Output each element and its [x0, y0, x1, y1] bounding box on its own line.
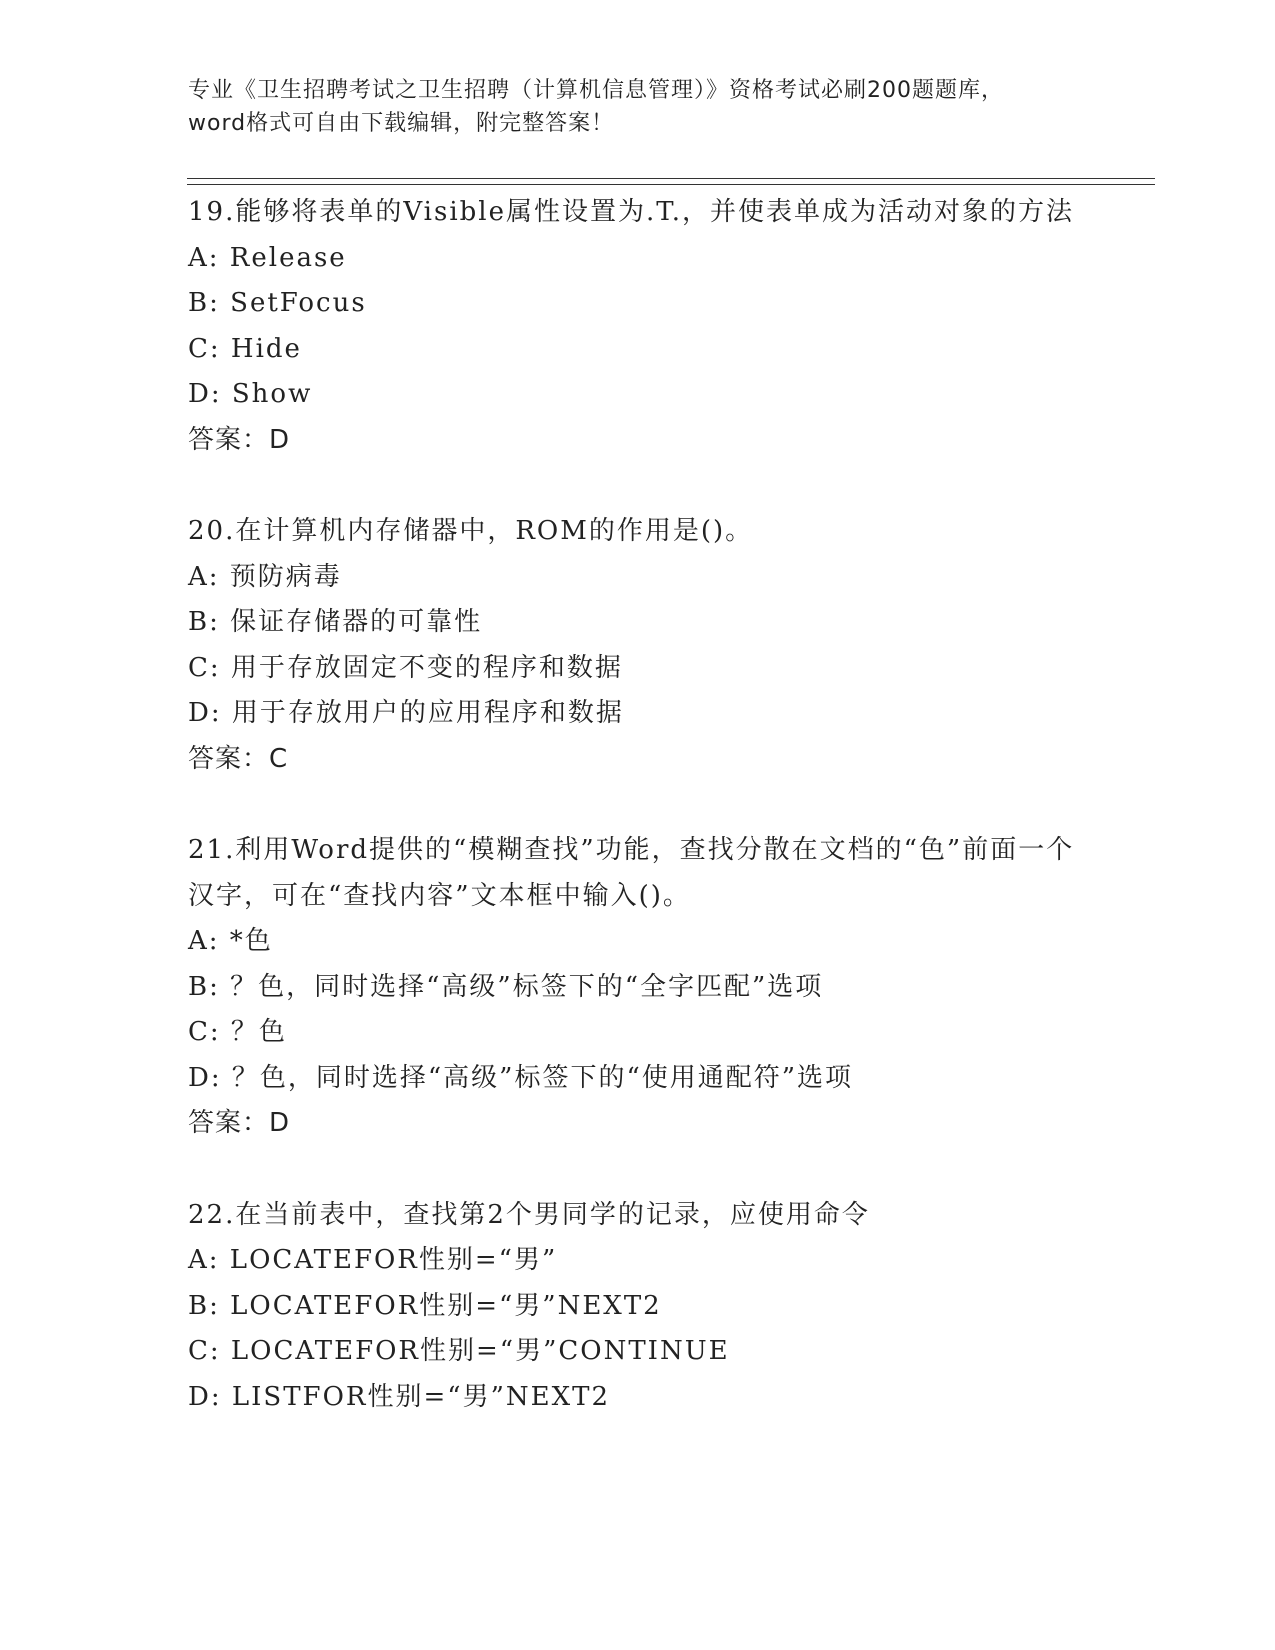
- option-a: A: LOCATEFOR性别=“男”: [188, 1245, 558, 1275]
- question-stem: 20.在计算机内存储器中，ROM的作用是()。: [188, 516, 754, 546]
- question-list: [188, 190, 1088, 1466]
- question-20: [188, 509, 1088, 782]
- header-line-2: word格式可自由下载编辑，附完整答案！: [188, 111, 615, 136]
- question-stem: 21.利用Word提供的“模糊查找”功能，查找分散在文档的“色”前面一个汉字，可在“查找内容”文本框中输入()。: [188, 835, 1075, 911]
- option-b: B: SetFocus: [188, 288, 367, 318]
- option-d: D: 用于存放用户的应用程序和数据: [188, 698, 624, 728]
- option-a: A: Release: [188, 242, 347, 273]
- header-divider-top: [187, 178, 1155, 179]
- header-line-1: 专业《卫生招聘考试之卫生招聘（计算机信息管理）》资格考试必刷200题题库，: [188, 78, 1004, 103]
- option-d: D: Show: [188, 379, 313, 409]
- option-c: C: ？色: [188, 1017, 287, 1047]
- option-c: C: Hide: [188, 333, 302, 364]
- option-d: D: ？色，同时选择“高级”标签下的“使用通配符”选项: [188, 1062, 854, 1093]
- answer-label: 答案：D: [188, 1108, 291, 1138]
- option-c: C: LOCATEFOR性别=“男”CONTINUE: [188, 1336, 730, 1366]
- answer-label: 答案：D: [188, 424, 291, 455]
- option-b: B: LOCATEFOR性别=“男”NEXT2: [188, 1290, 662, 1321]
- option-a: A: 预防病毒: [188, 561, 342, 592]
- question-21: [188, 828, 1088, 1147]
- option-d: D: LISTFOR性别=“男”NEXT2: [188, 1381, 610, 1412]
- option-a: A: *色: [188, 926, 273, 956]
- answer-label: 答案：C: [188, 743, 289, 774]
- header-divider-bottom: [187, 184, 1155, 185]
- option-b: B: 保证存储器的可靠性: [188, 607, 483, 637]
- document-header: [188, 74, 1088, 140]
- question-stem: 19.能够将表单的Visible属性设置为.T.，并使表单成为活动对象的方法: [188, 197, 1075, 227]
- question-stem: 22.在当前表中，查找第2个男同学的记录，应使用命令: [188, 1199, 870, 1230]
- option-b: B: ？色，同时选择“高级”标签下的“全字匹配”选项: [188, 971, 824, 1002]
- question-22: [188, 1193, 1088, 1421]
- option-c: C: 用于存放固定不变的程序和数据: [188, 652, 623, 683]
- question-19: [188, 190, 1088, 463]
